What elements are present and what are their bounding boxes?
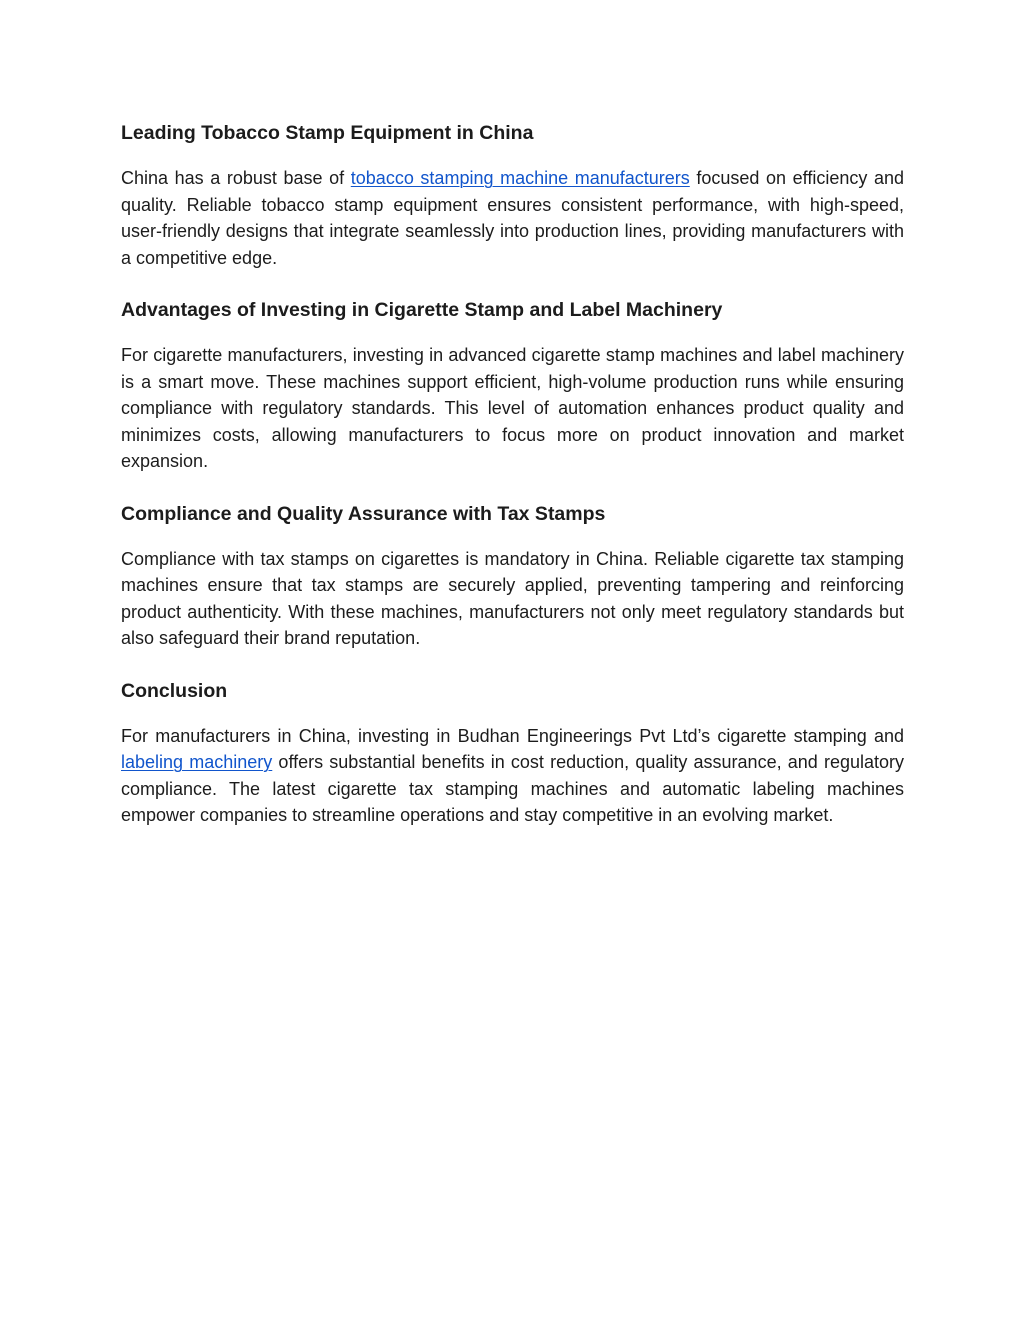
section-paragraph: Compliance with tax stamps on cigarettes is mandatory in China. Reliable cigarette tax stamping machines ensure that tax stamps are securely applied, preventing tampering and reinforcing product authenticity. With these machines, manufacturers not only meet regulatory standards but also safeguard their brand reputation. bbox=[121, 548, 904, 648]
paragraph-text: For manufacturers in China, investing in Budhan Engineerings Pvt Ltd’s cigarette stamping and bbox=[121, 725, 904, 746]
labeling-machinery-link[interactable]: labeling machinery bbox=[121, 752, 273, 772]
section-conclusion bbox=[121, 678, 904, 829]
section-heading: Compliance and Quality Assurance with Tax Stamps bbox=[121, 502, 606, 525]
section-advantages bbox=[121, 297, 904, 475]
tobacco-stamping-manufacturers-link[interactable]: tobacco stamping machine manufacturers bbox=[350, 168, 690, 188]
section-paragraph: For cigarette manufacturers, investing in advanced cigarette stamp machines and label machinery is a smart move. These machines support efficient, high-volume production runs while ensuring compliance with regulatory standards. This level of automation enhances product quality and minimizes costs, allowing manufacturers to focus more on product innovation and market expansion. bbox=[121, 345, 904, 471]
section-paragraph bbox=[121, 723, 904, 829]
section-heading: Conclusion bbox=[121, 679, 228, 702]
paragraph-text: offers substantial benefits in cost reduction, quality assurance, and regulatory compliance. The latest cigarette tax stamping machines and automatic labeling machines empower companies to streamline operations and stay competitive in an evolving market. bbox=[121, 752, 904, 825]
section-leading-tobacco bbox=[121, 120, 904, 271]
section-paragraph bbox=[121, 165, 904, 271]
section-compliance bbox=[121, 501, 904, 652]
document-page bbox=[121, 112, 904, 855]
section-heading: Advantages of Investing in Cigarette Stamp and Label Machinery bbox=[121, 299, 723, 321]
section-heading: Leading Tobacco Stamp Equipment in China bbox=[121, 122, 534, 144]
paragraph-text: China has a robust base of bbox=[121, 168, 351, 188]
paragraph-text: focused on efficiency and quality. Reliable tobacco stamp equipment ensures consistent performance, with high-speed, user-friendly designs that integrate seamlessly into production lines, providing manufacturers with a competitive edge. bbox=[121, 168, 905, 268]
